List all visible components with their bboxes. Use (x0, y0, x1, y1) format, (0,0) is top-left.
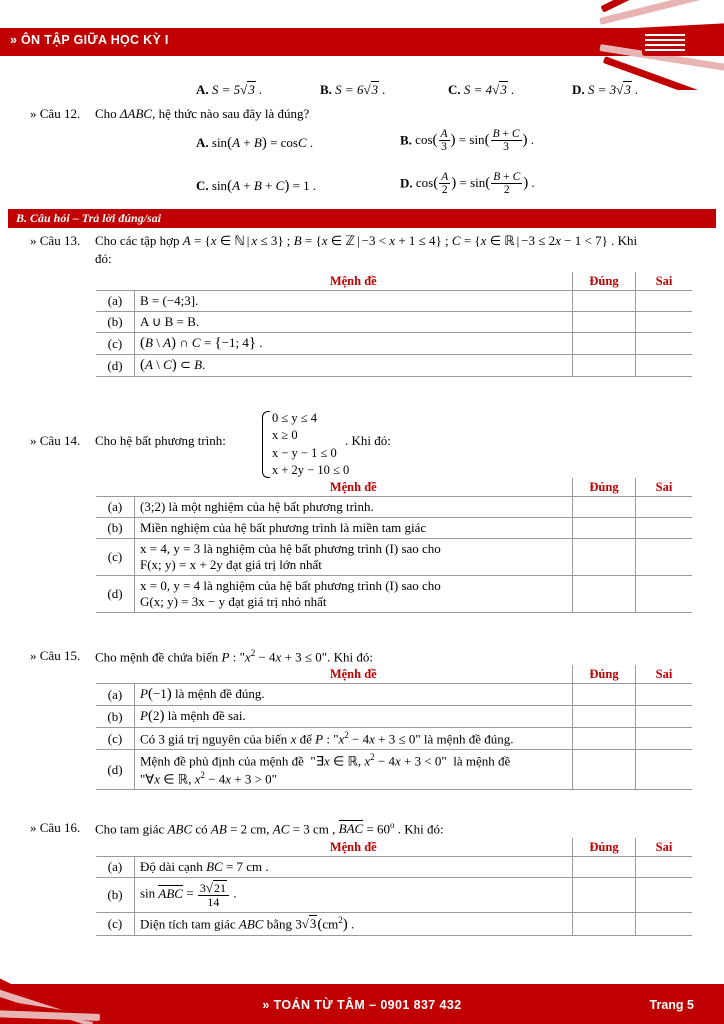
table-row (96, 706, 692, 728)
q14-row-c-true-cell[interactable] (573, 539, 636, 576)
q15-row-b-true-cell[interactable] (573, 706, 636, 728)
q13-number: » Câu 13. (30, 233, 81, 248)
q13-row-b-label: (b) (96, 312, 135, 333)
q11-answer-d-text: S = 3√3 . (587, 82, 639, 97)
q15-row-a-text: P(−1) là mệnh đề đúng. (135, 684, 573, 706)
q12-answer-d[interactable] (400, 171, 535, 196)
q13-stem-cont: đó: (95, 251, 112, 266)
q15-row-b-label: (b) (96, 706, 135, 728)
q16-row-b-text: sin ABC = $\frac{3√21}{14}$ . (135, 878, 573, 913)
q14-header-statement: Mệnh đề (135, 478, 573, 497)
q15-row-a-label: (a) (96, 684, 135, 706)
table-row (96, 291, 692, 312)
q14-row-b-text: Miền nghiệm của hệ bất phương trình là miền tam giác (135, 518, 573, 539)
q13-row-b-true-cell[interactable] (573, 312, 636, 333)
q15-row-c-label: (c) (96, 728, 135, 750)
table-row (96, 728, 692, 750)
q14-header-true: Đúng (573, 478, 636, 497)
q13-header-true: Đúng (573, 272, 636, 291)
q13-stem: Cho các tập hợp A = {x ∈ ℕ | x ≤ 3} ; B = {x ∈ ℤ | −3 < x + 1 ≤ 4} ; C = {x ∈ ℝ | −3 ≤ 2x − 1 < 7} . Khi (95, 233, 638, 248)
q14-header-false: Sai (636, 478, 693, 497)
q14-stem-tail: . Khi đó: (345, 433, 391, 448)
table-row (96, 497, 692, 518)
q12-answer-a[interactable] (196, 135, 313, 152)
table-row (96, 312, 692, 333)
table-row (96, 518, 692, 539)
q14-row-b-false-cell[interactable] (636, 518, 693, 539)
q15-row-d-label: (d) (96, 750, 135, 790)
q12-answer-c-text: sin(A + B + C) = 1 . (211, 178, 317, 194)
table-row (96, 857, 692, 878)
q14-row-d-true-cell[interactable] (573, 576, 636, 613)
q11-answer-b[interactable] (320, 82, 386, 98)
q12-answer-b[interactable] (400, 128, 534, 153)
q16-row-a-text: Độ dài cạnh BC = 7 cm . (135, 857, 573, 878)
q15-row-d-false-cell[interactable] (636, 750, 693, 790)
q11-answer-c-text: S = 4√3 . (463, 82, 515, 97)
q16-header-blank (96, 838, 135, 857)
q15-stem: Cho mệnh đề chứa biến P : "$x^2 - 4x + 3 \le 0$". Khi đó: (95, 648, 373, 665)
table-row (96, 913, 692, 936)
q16-row-c-text: Diện tích tam giác ABC bằng $3√3(cm^2)$ . (135, 913, 573, 936)
q13-row-a-label: (a) (96, 291, 135, 312)
header-logo-block (642, 30, 688, 56)
section-b-title: B. Câu hỏi – Trả lời đúng/sai (16, 211, 162, 225)
q13-row-c-true-cell[interactable] (573, 333, 636, 355)
table-row (96, 878, 692, 913)
q14-row-c-false-cell[interactable] (636, 539, 693, 576)
table-row (96, 355, 692, 377)
q11-answer-a-label: A. (196, 82, 209, 97)
q14-table-header (96, 478, 692, 497)
q14-system-line-4: x + 2y − 10 ≤ 0 (272, 462, 350, 477)
q14-row-a-text: (3;2) là một nghiệm của hệ bất phương trình. (135, 497, 573, 518)
q16-table-header (96, 838, 692, 857)
q14-stem: Cho hệ bất phương trình: (95, 433, 226, 448)
q16-row-c-false-cell[interactable] (636, 913, 693, 936)
q15-row-a-true-cell[interactable] (573, 684, 636, 706)
q13-row-a-false-cell[interactable] (636, 291, 693, 312)
q13-row-a-text: B = (−4;3]. (135, 291, 573, 312)
q14-row-d-line1: x = 0, y = 4 là nghiệm của hệ bất phương trình (I) sao cho (140, 578, 441, 593)
q13-row-b-text: A ∪ B = B. (135, 312, 573, 333)
q14-row-c-line2: F(x; y) = x + 2y đạt giá trị lớn nhất (140, 557, 322, 572)
q15-table-header (96, 665, 692, 684)
q16-row-b-label: (b) (96, 878, 135, 913)
q16-table (96, 838, 692, 936)
q12-answer-b-label: B. (400, 132, 412, 148)
q13-row-c-false-cell[interactable] (636, 333, 693, 355)
q11-answer-b-text: S = 6√3 . (335, 82, 386, 97)
q11-answer-a[interactable] (196, 82, 262, 98)
table-row (96, 684, 692, 706)
table-row (96, 750, 692, 790)
footer-contact: » TOÁN TỪ TÂM – 0901 837 432 (262, 998, 462, 1012)
q13-row-d-label: (d) (96, 355, 135, 377)
q15-row-d-line2: "∀x ∈ ℝ, $x^2 - 4x + 3 > 0$" (140, 769, 277, 786)
q15-row-c-true-cell[interactable] (573, 728, 636, 750)
q12-answer-c-label: C. (196, 178, 209, 193)
q14-row-b-label: (b) (96, 518, 135, 539)
footer-page-number: Trang 5 (649, 998, 694, 1012)
q15-header-statement: Mệnh đề (135, 665, 573, 684)
q14-system (262, 410, 349, 479)
q15-row-c-false-cell[interactable] (636, 728, 693, 750)
q14-number: » Câu 14. (30, 433, 81, 448)
q13-table-header (96, 272, 692, 291)
q13-header-false: Sai (636, 272, 693, 291)
q15-header-blank (96, 665, 135, 684)
q15-row-d-text (135, 750, 573, 790)
q13-row-d-text: (A \ C) ⊂ B. (135, 355, 573, 377)
q16-row-b-false-cell[interactable] (636, 878, 693, 913)
q13-header-statement: Mệnh đề (135, 272, 573, 291)
q16-stem: Cho tam giác ABC có AB = 2 cm, AC = 3 cm , BAC = $60^o$ . Khi đó: (95, 820, 444, 837)
q11-answer-c-label: C. (448, 82, 461, 97)
q15-table (96, 665, 692, 790)
q12-answer-a-text: sin(A + B) = cosC . (211, 135, 314, 151)
q12-number: » Câu 12. (30, 106, 81, 121)
section-b-bar (8, 209, 716, 228)
q15-number: » Câu 15. (30, 648, 81, 663)
q12-answer-b-text: cos( $\frac{A}{3}$ ) = sin( $\frac{B + C}{3}$ ) . (415, 128, 535, 154)
q12-stem: Cho ΔABC, hệ thức nào sau đây là đúng? (95, 106, 310, 121)
q15-row-d-true-cell[interactable] (573, 750, 636, 790)
table-row (96, 539, 692, 576)
q12-answer-c[interactable] (196, 178, 316, 195)
q16-row-c-label: (c) (96, 913, 135, 936)
q14-header-blank (96, 478, 135, 497)
q16-row-a-false-cell[interactable] (636, 857, 693, 878)
q15-row-b-false-cell[interactable] (636, 706, 693, 728)
q11-answer-c[interactable] (448, 82, 514, 98)
q14-table (96, 478, 692, 613)
q15-row-a-false-cell[interactable] (636, 684, 693, 706)
q15-row-b-text: P(2) là mệnh đề sai. (135, 706, 573, 728)
q14-row-a-false-cell[interactable] (636, 497, 693, 518)
footer-decoration (0, 968, 120, 1024)
q12-answer-d-label: D. (400, 175, 413, 191)
q11-answer-d[interactable] (572, 82, 638, 98)
q16-header-false: Sai (636, 838, 693, 857)
q14-system-line-1: 0 ≤ y ≤ 4 (272, 411, 317, 425)
q14-row-c-text (135, 539, 573, 576)
q16-number: » Câu 16. (30, 820, 81, 835)
table-row (96, 576, 692, 613)
q14-row-c-label: (c) (96, 539, 135, 576)
q16-header-true: Đúng (573, 838, 636, 857)
q13-row-d-true-cell[interactable] (573, 355, 636, 377)
q15-row-d-line1: Mệnh đề phủ định của mệnh đề "∃x ∈ ℝ, $x^2 - 4x + 3 < 0$" là mệnh đề (140, 752, 511, 769)
q13-header-blank (96, 272, 135, 291)
page-header-title: » ÔN TẬP GIỮA HỌC KỲ I (10, 33, 169, 47)
q13-table (96, 272, 692, 377)
q14-row-c-line1: x = 4, y = 3 là nghiệm của hệ bất phương trình (I) sao cho (140, 541, 441, 556)
q16-row-c-true-cell[interactable] (573, 913, 636, 936)
q16-row-b-true-cell[interactable] (573, 878, 636, 913)
q16-header-statement: Mệnh đề (135, 838, 573, 857)
q13-row-b-false-cell[interactable] (636, 312, 693, 333)
q14-system-line-3: x − y − 1 ≤ 0 (272, 445, 337, 460)
q11-answer-a-text: S = 5√3 . (211, 82, 263, 97)
q16-row-a-true-cell[interactable] (573, 857, 636, 878)
q14-row-b-true-cell[interactable] (573, 518, 636, 539)
q14-row-d-text (135, 576, 573, 613)
q15-header-true: Đúng (573, 665, 636, 684)
q14-row-d-label: (d) (96, 576, 135, 613)
q15-row-c-text: Có 3 giá trị nguyên của biến x để P : "$x^2 - 4x + 3 \le 0$" là mệnh đề đúng. (135, 728, 573, 750)
q11-answer-b-label: B. (320, 82, 332, 97)
q12-answer-a-label: A. (196, 135, 209, 150)
q14-row-a-label: (a) (96, 497, 135, 518)
q13-row-a-true-cell[interactable] (573, 291, 636, 312)
q11-answer-d-label: D. (572, 82, 585, 97)
q14-row-d-false-cell[interactable] (636, 576, 693, 613)
q15-header-false: Sai (636, 665, 693, 684)
q12-answer-d-text: cos( $\frac{A}{2}$ ) = sin( $\frac{B + C}{2}$ ) . (415, 171, 535, 197)
q16-row-a-label: (a) (96, 857, 135, 878)
q14-row-d-line2: G(x; y) = 3x − y đạt giá trị nhỏ nhất (140, 594, 327, 609)
q13-row-d-false-cell[interactable] (636, 355, 693, 377)
q14-row-a-true-cell[interactable] (573, 497, 636, 518)
q14-system-line-2: x ≥ 0 (272, 428, 298, 443)
q13-row-c-label: (c) (96, 333, 135, 355)
table-row (96, 333, 692, 355)
q13-row-c-text: (B \ A) ∩ C = {−1; 4} . (135, 333, 573, 355)
